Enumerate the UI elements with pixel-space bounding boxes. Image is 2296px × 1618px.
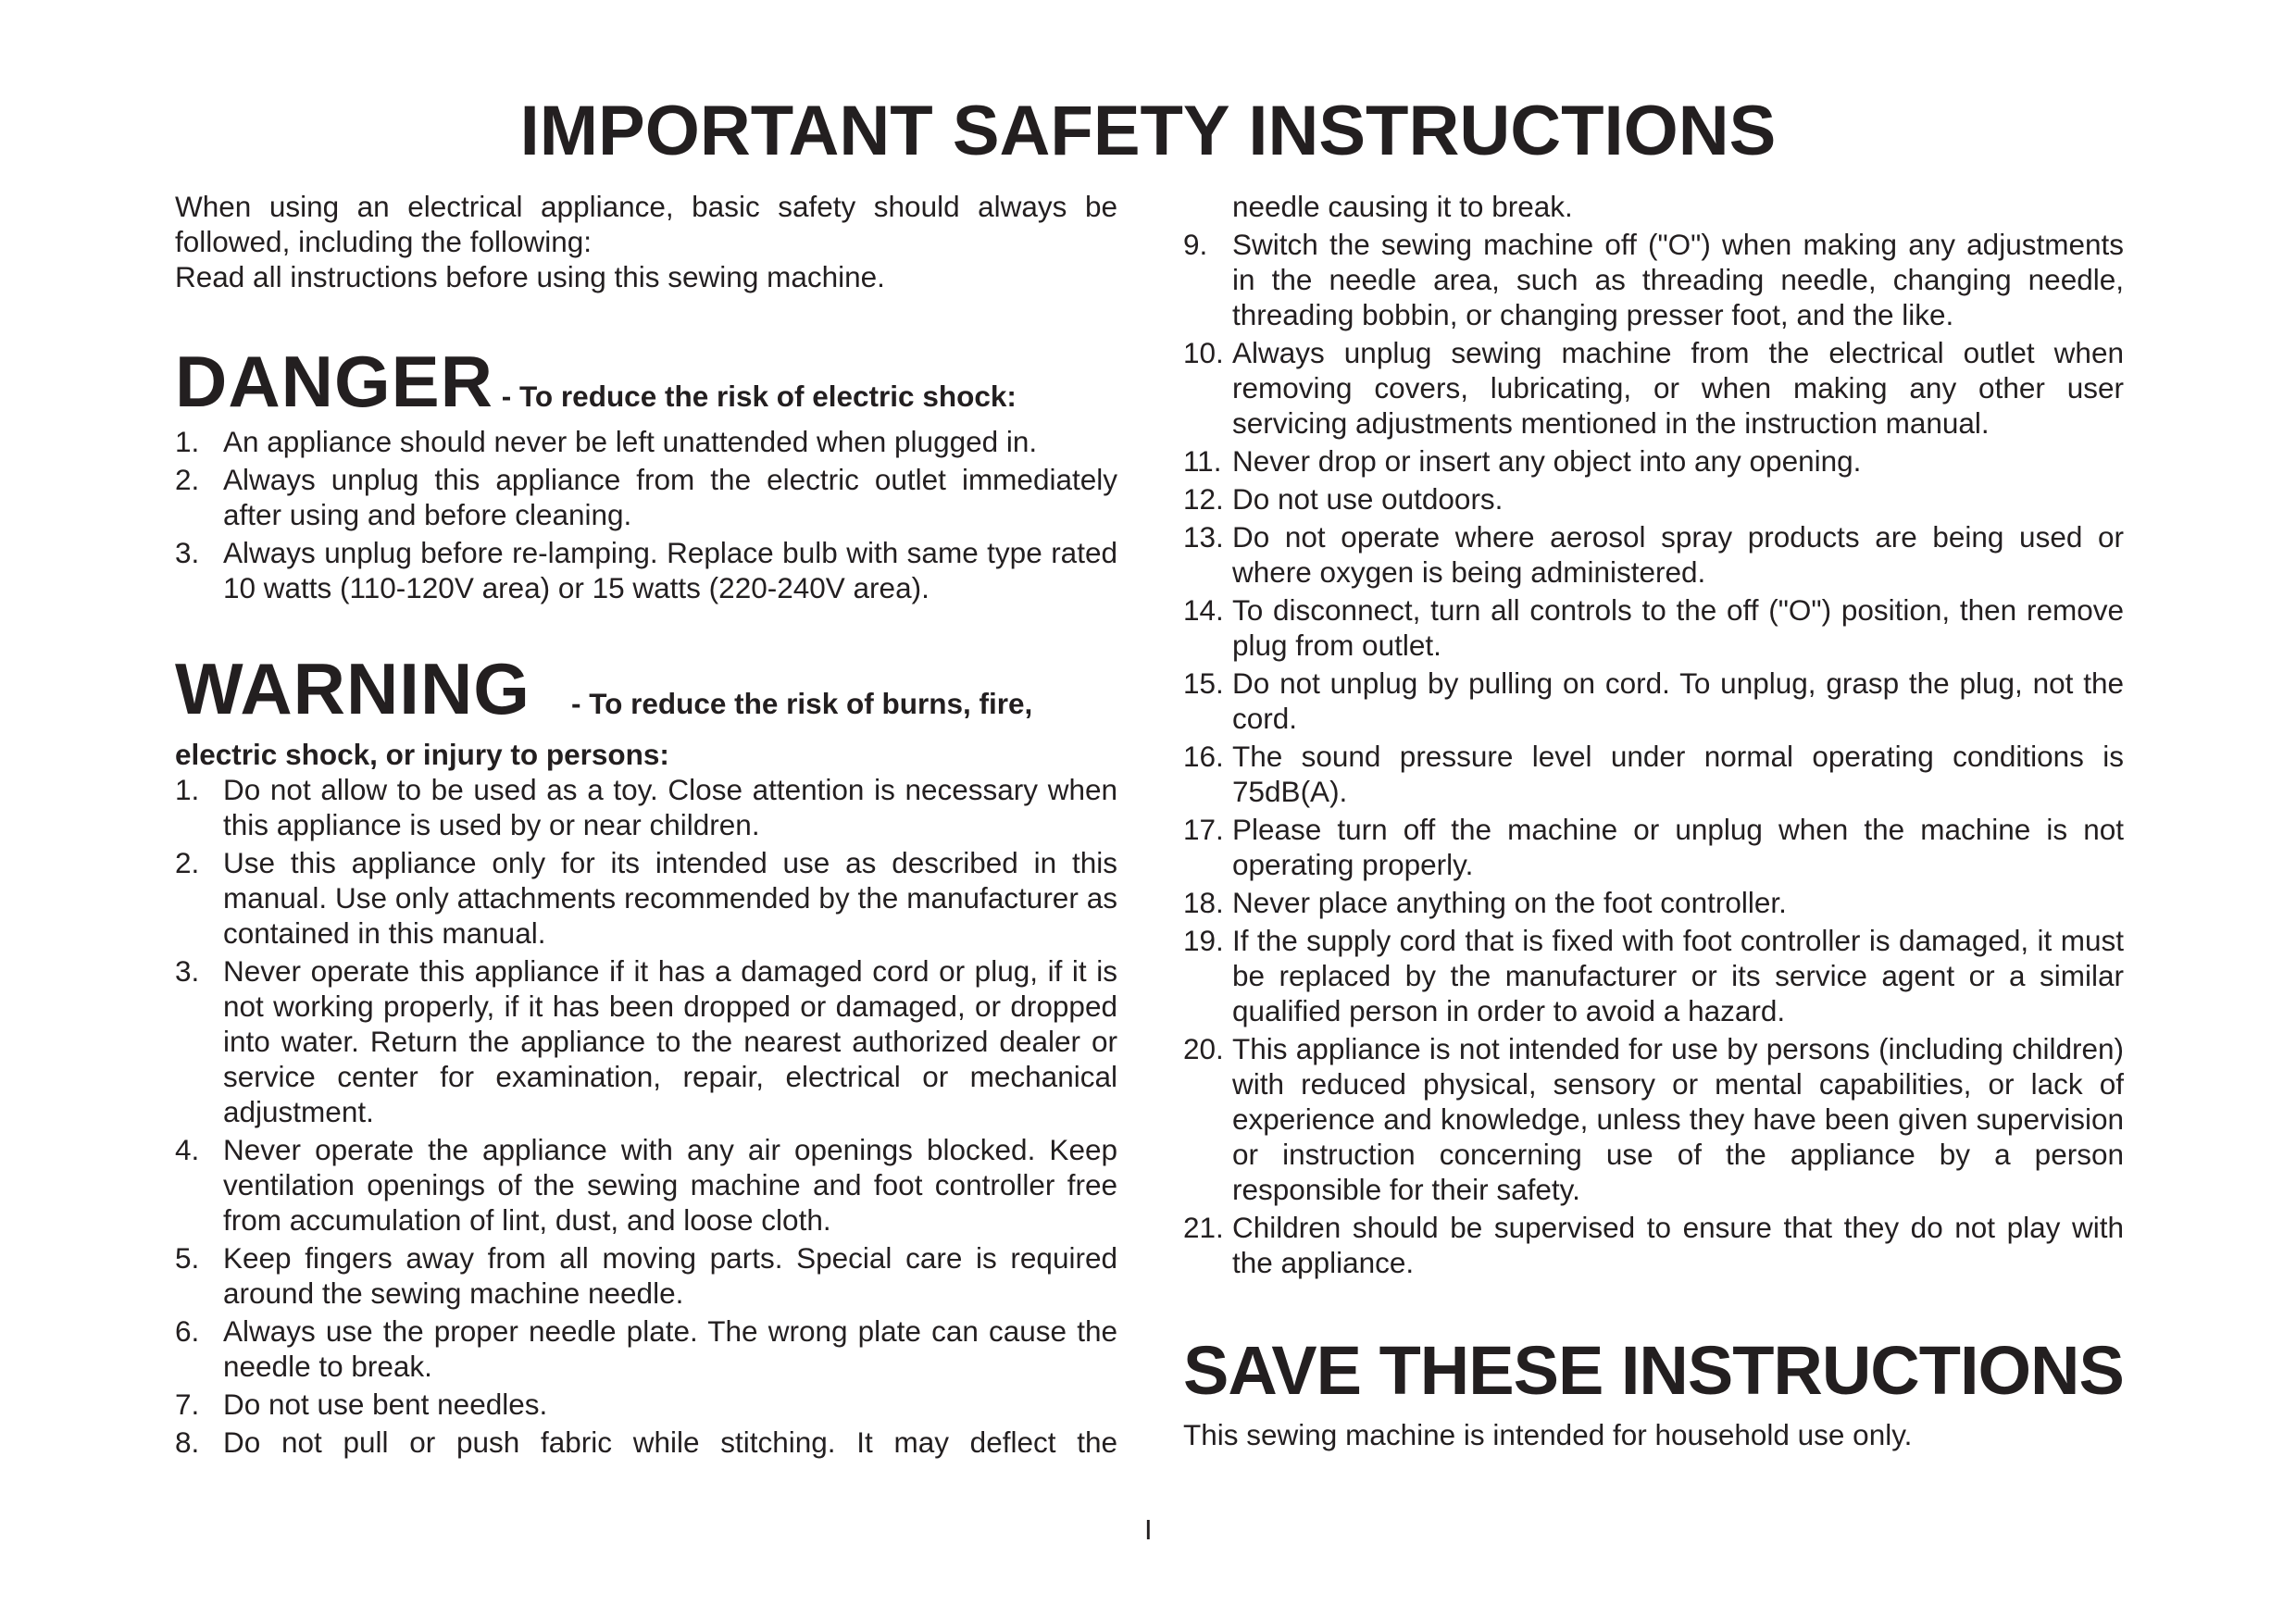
item-number: 2.: [175, 846, 200, 879]
item-number: 13.: [1183, 520, 1224, 554]
list-item: [1183, 227, 2124, 332]
item-number: 6.: [175, 1314, 200, 1348]
item-text: If the supply cord that is fixed with foot controller is damaged, it must be replaced by the manufacturer or its service agent or a similar qualified person in order to avoid a hazard.: [1232, 924, 2124, 1027]
item-text: An appliance should never be left unattended when plugged in.: [223, 425, 1038, 458]
item-number: 3.: [175, 954, 200, 988]
list-item: [175, 462, 1117, 532]
item-text: Keep fingers away from all moving parts. Special care is required around the sewing machine needle.: [223, 1241, 1117, 1310]
item-text: Do not unplug by pulling on cord. To unplug, grasp the plug, not the cord.: [1232, 666, 2124, 735]
item-text: The sound pressure level under normal operating conditions is 75dB(A).: [1232, 740, 2124, 808]
item-text: Never operate this appliance if it has a damaged cord or plug, if it is not working properly, if it has been dropped or damaged, or dropped into water. Return the appliance to the nearest authorized dealer or service center for examination, repair, electrical or mechanical adjustment.: [223, 954, 1117, 1128]
item-8-continuation: needle causing it to break.: [1232, 190, 1573, 223]
list-item: [175, 1240, 1117, 1311]
item-text: Always unplug sewing machine from the electrical outlet when removing covers, lubricating, or when making any other user servicing adjustments mentioned in the instruction manual.: [1232, 336, 2124, 440]
household-use-note: This sewing machine is intended for household use only.: [1183, 1418, 1913, 1451]
warning-list-continued: [1183, 227, 2124, 1280]
list-item: [175, 424, 1117, 459]
item-number: 19.: [1183, 924, 1224, 957]
list-item: [175, 535, 1117, 605]
item-number: 5.: [175, 1241, 200, 1275]
list-item: [1183, 1031, 2124, 1207]
item-number: 15.: [1183, 666, 1224, 700]
item-text: Never drop or insert any object into any opening.: [1232, 444, 1862, 478]
item-number: 17.: [1183, 813, 1224, 846]
item-number: 11.: [1183, 444, 1222, 478]
list-item: [1183, 1210, 2124, 1280]
danger-word: DANGER: [175, 341, 494, 422]
item-text: Do not use bent needles.: [223, 1388, 548, 1421]
list-item: [1183, 481, 2124, 517]
item-number: 8.: [175, 1425, 200, 1459]
danger-list: [175, 424, 1117, 605]
item-text: Always unplug this appliance from the electric outlet immediately after using and before cleaning.: [223, 463, 1117, 531]
item-number: 10.: [1183, 336, 1224, 369]
left-column: [175, 189, 1117, 1462]
item-text: Always unplug before re-lamping. Replace bulb with same type rated 10 watts (110-120V area) or 15 watts (220-240V area).: [223, 536, 1117, 604]
list-item: [175, 772, 1117, 842]
danger-heading: [175, 341, 1117, 422]
item-number: 1.: [175, 425, 200, 458]
list-item: [175, 845, 1117, 951]
item-number: 4.: [175, 1133, 200, 1166]
list-item: [1183, 885, 2124, 920]
item-text: Do not pull or push fabric while stitching. It may deflect the: [223, 1425, 1117, 1459]
item-number: 20.: [1183, 1032, 1224, 1065]
page-number: I: [1144, 1513, 1153, 1546]
intro-read-instructions: Read all instructions before using this sewing machine.: [175, 260, 885, 293]
item-text: Never operate the appliance with any air openings blocked. Keep ventilation openings of the sewing machine and foot controller free from accumulation of lint, dust, and loose cloth.: [223, 1133, 1117, 1237]
list-item: [1183, 666, 2124, 736]
list-item: [1183, 592, 2124, 663]
right-column: [1183, 189, 2124, 1452]
warning-heading: [175, 648, 1117, 772]
item-text: Do not allow to be used as a toy. Close attention is necessary when this appliance is used by or near children.: [223, 773, 1117, 841]
item-text: Do not use outdoors.: [1232, 482, 1504, 516]
item-text: Always use the proper needle plate. The wrong plate can cause the needle to break.: [223, 1314, 1117, 1383]
item-number: 12.: [1183, 482, 1224, 516]
item-text: This appliance is not intended for use by persons (including children) with reduced physical, sensory or mental capabilities, or lack of experience and knowledge, unless they have been given supervision or instruction concerning use of the appliance by a person responsible for their safety.: [1232, 1032, 2124, 1206]
list-item: [175, 1313, 1117, 1384]
item-number: 18.: [1183, 886, 1224, 919]
list-item: [1183, 335, 2124, 441]
item-text: Switch the sewing machine off ("O") when making any adjustments in the needle area, such as threading needle, changing needle, threading bobbin, or changing presser foot, and the like.: [1232, 228, 2124, 331]
item-text: Children should be supervised to ensure that they do not play with the appliance.: [1232, 1211, 2124, 1279]
item-number: 14.: [1183, 593, 1224, 627]
item-text: Please turn off the machine or unplug when the machine is not operating properly.: [1232, 813, 2124, 881]
list-item: [175, 1132, 1117, 1238]
item-text: Do not operate where aerosol spray products are being used or where oxygen is being administered.: [1232, 520, 2124, 589]
item-text: To disconnect, turn all controls to the off ("O") position, then remove plug from outlet.: [1232, 593, 2124, 662]
item-number: 21.: [1183, 1211, 1224, 1244]
item-number: 1.: [175, 773, 200, 806]
list-item: [1183, 443, 2124, 479]
warning-subtitle-line2: electric shock, or injury to persons:: [175, 738, 669, 771]
item-number: 3.: [175, 536, 200, 569]
item-number: 7.: [175, 1388, 200, 1421]
warning-word: WARNING: [175, 648, 530, 729]
item-text: Use this appliance only for its intended use as described in this manual. Use only attachments recommended by the manufacturer as contained in this manual.: [223, 846, 1117, 950]
save-instructions-heading: SAVE THESE INSTRUCTIONS: [1183, 1332, 2124, 1409]
item-text: Never place anything on the foot controller.: [1232, 886, 1787, 919]
item-number: 2.: [175, 463, 200, 496]
list-item: [1183, 923, 2124, 1028]
item-number: 16.: [1183, 740, 1224, 773]
warning-subtitle-line1: - To reduce the risk of burns, fire,: [570, 687, 1033, 720]
list-item: [175, 1425, 1117, 1460]
page-title: IMPORTANT SAFETY INSTRUCTIONS: [519, 92, 1777, 170]
intro-paragraph: When using an electrical appliance, basic safety should always be followed, including the following:: [175, 190, 1117, 258]
list-item: [1183, 519, 2124, 590]
list-item: [175, 1387, 1117, 1422]
danger-subtitle: - To reduce the risk of electric shock:: [501, 380, 1017, 413]
warning-list: [175, 772, 1117, 1460]
item-number: 9.: [1183, 228, 1208, 261]
list-item: [1183, 812, 2124, 882]
list-item: [1183, 739, 2124, 809]
list-item: [175, 953, 1117, 1129]
